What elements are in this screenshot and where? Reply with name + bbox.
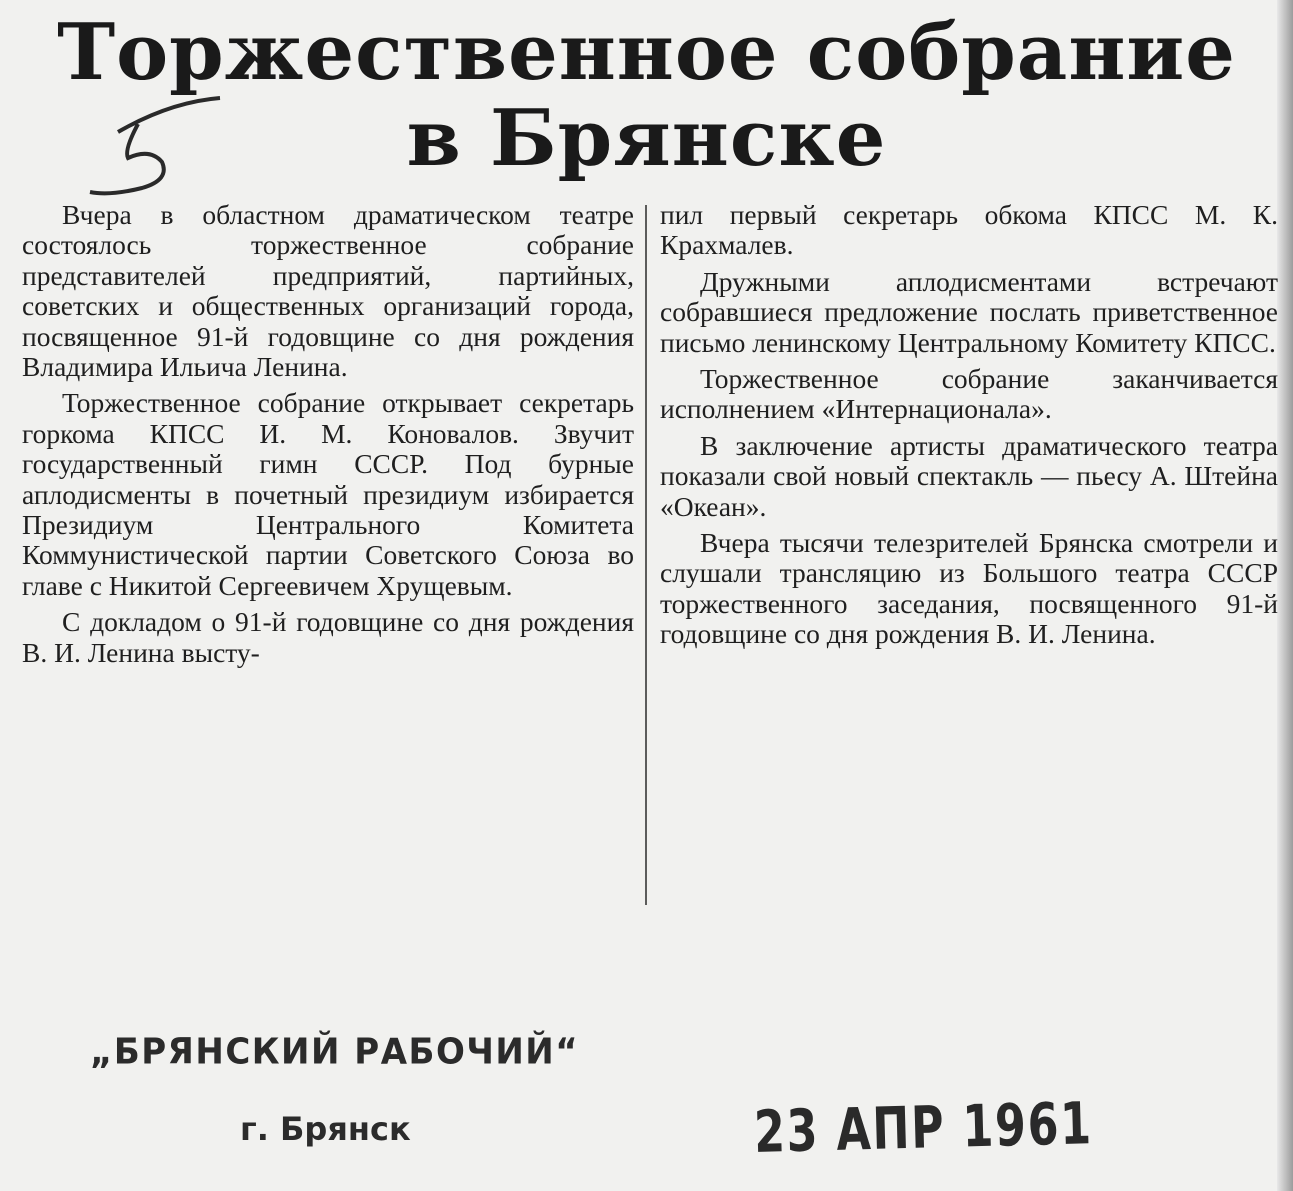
paragraph: Торжественное собрание заканчивается исполнением «Интернационала». [660,363,1278,425]
handwritten-mark-icon [80,92,230,202]
paragraph: В заключение артисты драматического театра показали свой новый спектакль — пьесу А. Штейна «Океан». [660,429,1278,522]
city-stamp: г. Брянск [240,1110,411,1148]
paragraph: Торжественное собрание открывает секретарь горкома КПСС И. М. Коновалов. Звучит государственный гимн СССР. Под бурные аплодисменты в почетный президиум избирается Президиум Центрального Комитета Коммунистической партии Советского Союза во главе с Никитой Сергеевичем Хрущевым. [22,387,634,601]
newspaper-name-stamp: „БРЯНСКИЙ РАБОЧИЙ“ [90,1031,580,1073]
paragraph: С докладом о 91-й годовщине со дня рождения В. И. Ленина высту- [22,606,634,668]
clipping-edge [1277,0,1293,1191]
column-divider [645,205,647,905]
article-column-right [660,200,1278,920]
paragraph: Дружными аплодисментами встречают собравшиеся предложение послать приветственное письмо ленинскому Центральному Комитету КПСС. [660,265,1278,358]
headline-line-2: в Брянске [406,93,887,184]
paragraph: Вчера в областном драматическом театре состоялось торжественное собрание представителей предприятий, партийных, советских и общественных организаций города, посвященное 91-й годовщине со дня рождения Владимира Ильича Ленина. [22,199,634,383]
article-column-left [22,200,634,920]
headline-line-1: Торжественное собрание [57,7,1236,98]
paragraph: Вчера тысячи телезрителей Брянска смотрели и слушали трансляцию из Большого театра СССР торжественного заседания, посвященного 91-й годовщине со дня рождения В. И. Ленина. [660,527,1278,650]
paragraph-continuation: пил первый секретарь обкома КПСС М. К. Крахмалев. [660,199,1278,261]
date-stamp: 23 АПР 1961 [753,1089,1094,1166]
